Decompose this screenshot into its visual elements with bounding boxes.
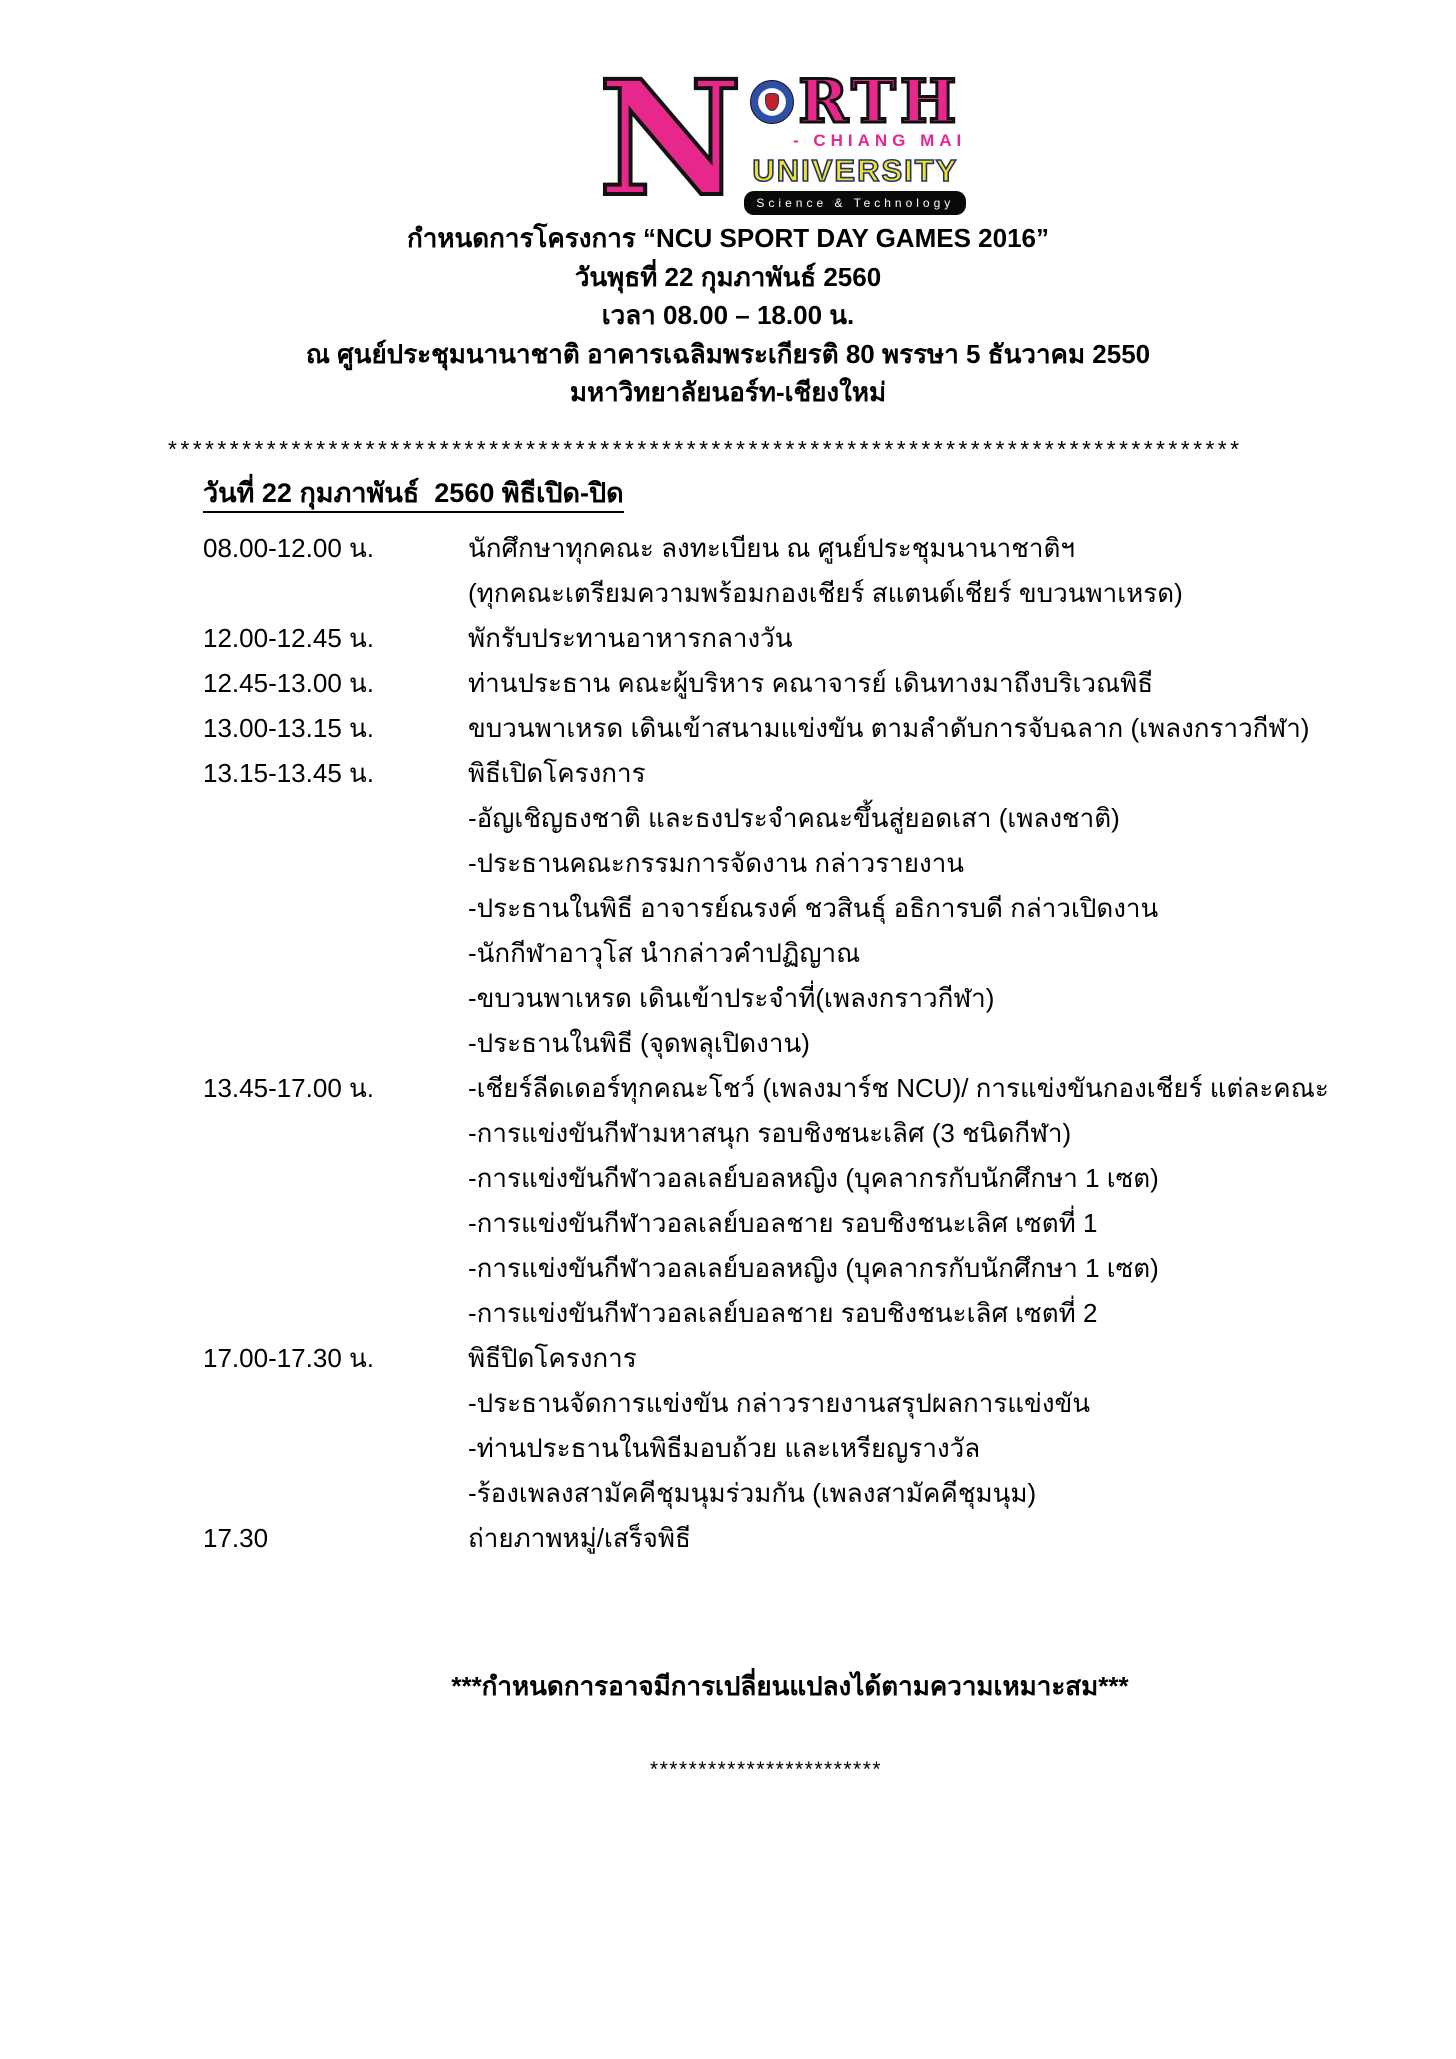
row-line: -เชียร์ลีดเดอร์ทุกคณะโชว์ (เพลงมาร์ช NCU)/ การแข่งขันกองเชียร์ แต่ละคณะ xyxy=(468,1073,1329,1103)
logo-chiang-mai-text: - CHIANG MAI xyxy=(792,131,967,150)
row-description xyxy=(468,751,1323,1066)
schedule-row xyxy=(203,1516,1323,1561)
row-line: -ร้องเพลงสามัคคีชุมนุมร่วมกัน (เพลงสามัคคีชุมนุม) xyxy=(468,1478,1037,1508)
row-description xyxy=(468,526,1323,616)
row-line: -อัญเชิญธงชาติ และธงประจำคณะขึ้นสู่ยอดเสา (เพลงชาติ) xyxy=(468,803,1120,833)
row-time: 13.00-13.15 น. xyxy=(203,713,375,743)
document-title-block xyxy=(0,219,1456,412)
logo-right-block xyxy=(744,67,967,215)
schedule-row xyxy=(203,526,1323,616)
row-description xyxy=(468,706,1323,751)
row-time: 08.00-12.00 น. xyxy=(203,533,375,563)
row-time: 12.00-12.45 น. xyxy=(203,623,375,653)
row-description xyxy=(468,1066,1329,1336)
row-line: -ประธานจัดการแข่งขัน กล่าวรายงานสรุปผลการแข่งขัน xyxy=(468,1388,1091,1418)
row-line: -ประธานในพิธี (จุดพลุเปิดงาน) xyxy=(468,1028,810,1058)
schedule-row xyxy=(203,1066,1329,1336)
footer-note: ***กำหนดการอาจมีการเปลี่ยนแปลงได้ตามความเหมาะสม*** xyxy=(451,1671,1129,1701)
logo-letters-rth: RTH xyxy=(798,67,961,137)
row-line: -ขบวนพาเหรด เดินเข้าประจำที่(เพลงกราวกีฬา) xyxy=(468,983,995,1013)
row-description xyxy=(468,661,1323,706)
schedule-row xyxy=(203,1336,1323,1516)
row-line: ท่านประธาน คณะผู้บริหาร คณาจารย์ เดินทางมาถึงบริเวณพิธี xyxy=(468,668,1154,698)
row-line: -การแข่งขันกีฬาวอลเลย์บอลชาย รอบชิงชนะเลิศ เซตที่ 2 xyxy=(468,1298,1098,1328)
schedule-rows xyxy=(203,526,1329,1561)
schedule-section xyxy=(203,476,1329,1561)
row-time: 17.00-17.30 น. xyxy=(203,1343,375,1373)
row-description xyxy=(468,1516,1323,1561)
row-description xyxy=(468,616,1323,661)
row-line: -ท่านประธานในพิธีมอบถ้วย และเหรียญรางวัล xyxy=(468,1433,981,1463)
row-description xyxy=(468,1336,1323,1516)
row-line: -ประธานคณะกรรมการจัดงาน กล่าวรายงาน xyxy=(468,848,965,878)
logo-tagline-pill xyxy=(744,191,966,215)
title-venue: ณ ศูนย์ประชุมนานาชาติ อาคารเฉลิมพระเกียรติ 80 พรรษา 5 ธันวาคม 2550 xyxy=(305,338,1151,369)
row-line: -การแข่งขันกีฬาวอลเลย์บอลหญิง (บุคลากรกับนักศึกษา 1 เซต) xyxy=(468,1253,1159,1283)
row-line: พักรับประทานอาหารกลางวัน xyxy=(468,623,793,653)
row-time: 13.45-17.00 น. xyxy=(203,1073,375,1103)
logo-tagline-text: Science & Technology xyxy=(756,196,955,210)
row-time: 13.15-13.45 น. xyxy=(203,758,375,788)
row-line: (ทุกคณะเตรียมความพร้อมกองเชียร์ สแตนด์เชียร์ ขบวนพาเหรด) xyxy=(468,578,1183,608)
seal-crest-icon xyxy=(765,93,779,111)
logo-letter-n: N xyxy=(598,47,739,232)
schedule-row xyxy=(203,751,1323,1066)
logo-university-text: UNIVERSITY xyxy=(752,153,959,188)
row-time: 17.30 xyxy=(203,1523,269,1553)
title-time: เวลา 08.00 – 18.00 น. xyxy=(601,300,855,330)
row-line: -การแข่งขันกีฬามหาสนุก รอบชิงชนะเลิศ (3 ชนิดกีฬา) xyxy=(468,1118,1072,1148)
title-date: วันพุธที่ 22 กุมภาพันธ์ 2560 xyxy=(574,261,882,292)
row-line: -การแข่งขันกีฬาวอลเลย์บอลหญิง (บุคลากรกับนักศึกษา 1 เซต) xyxy=(468,1163,1159,1193)
row-line: ขบวนพาเหรด เดินเข้าสนามแข่งขัน ตามลำดับการจับฉลาก (เพลงกราวกีฬา) xyxy=(468,713,1310,743)
row-time: 12.45-13.00 น. xyxy=(203,668,375,698)
footer-asterisks: ************************ xyxy=(649,1758,883,1781)
row-line: พิธีเปิดโครงการ xyxy=(468,758,646,788)
schedule-row xyxy=(203,706,1323,751)
seal-inner-ring xyxy=(758,88,786,116)
schedule-heading: วันที่ 22 กุมภาพันธ์ 2560 พิธีเปิด-ปิด xyxy=(203,476,624,513)
title-project-name: กำหนดการโครงการ “NCU SPORT DAY GAMES 2016” xyxy=(406,223,1049,253)
row-line: -ประธานในพิธี อาจารย์ณรงค์ ชวสินธุ์ อธิการบดี กล่าวเปิดงาน xyxy=(468,893,1159,923)
row-line: นักศึกษาทุกคณะ ลงทะเบียน ณ ศูนย์ประชุมนานาชาติฯ xyxy=(468,533,1075,563)
university-seal-icon xyxy=(750,80,794,124)
logo-top-row xyxy=(750,67,961,137)
schedule-row xyxy=(203,661,1323,706)
row-line: -นักกีฬาอาวุโส นำกล่าวคำปฏิญาณ xyxy=(468,938,861,968)
title-university-name: มหาวิทยาลัยนอร์ท-เชียงใหม่ xyxy=(569,377,887,407)
schedule-row xyxy=(203,616,1323,661)
row-line: ถ่ายภาพหมู่/เสร็จพิธี xyxy=(468,1523,691,1553)
asterisk-separator: *************************************************************************************** xyxy=(168,436,1243,462)
row-line: พิธีปิดโครงการ xyxy=(468,1343,637,1373)
row-line: -การแข่งขันกีฬาวอลเลย์บอลชาย รอบชิงชนะเลิศ เซตที่ 1 xyxy=(468,1208,1098,1238)
university-logo xyxy=(598,47,967,232)
